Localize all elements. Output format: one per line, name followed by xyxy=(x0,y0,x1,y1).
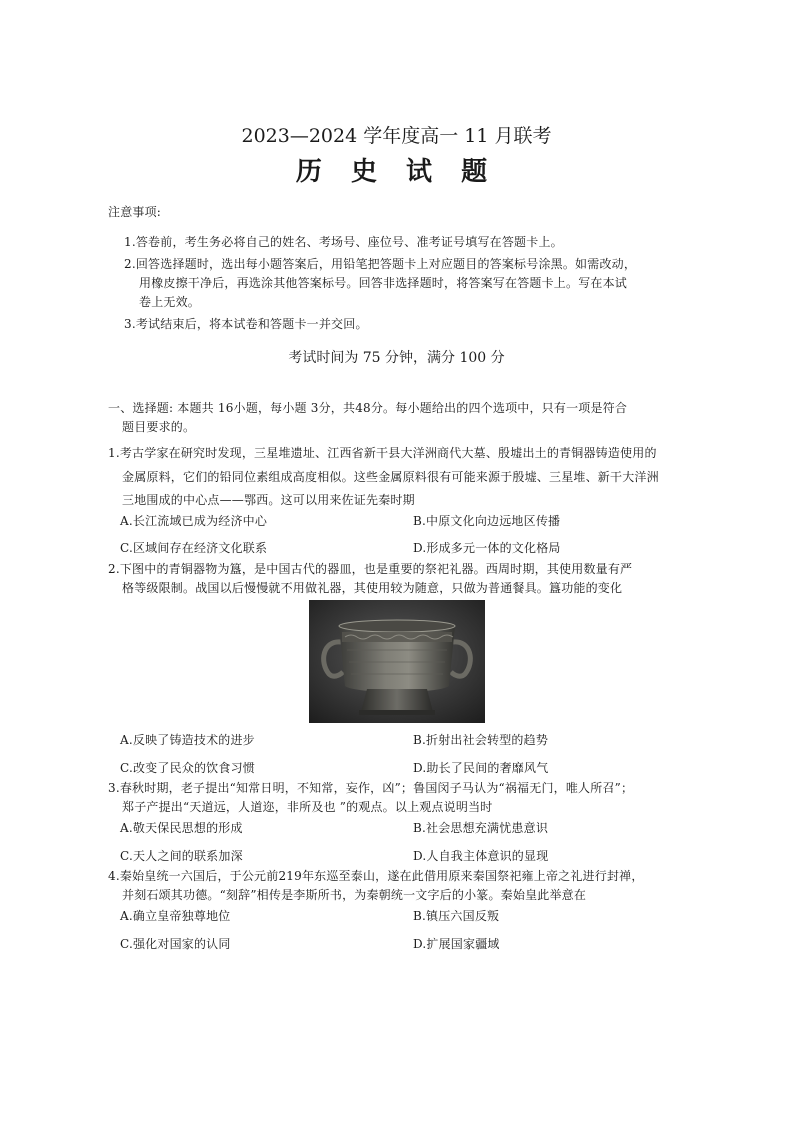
question-3-option-b: B.社会思想充满忧患意识 xyxy=(413,821,549,835)
question-3-option-c: C.天人之间的联系加深 xyxy=(120,849,243,863)
bronze-gui-vessel-image xyxy=(309,600,485,723)
question-1-stem: 1.考古学家在研究时发现，三星堆遗址、江西省新干县大洋洲商代大墓、殷墟出土的青铜器铸造使用的 xyxy=(108,446,657,460)
question-1-option-c: C.区域间存在经济文化联系 xyxy=(120,541,268,555)
question-1-option-d: D.形成多元一体的文化格局 xyxy=(413,541,561,555)
question-2-option-c: C.改变了民众的饮食习惯 xyxy=(120,761,255,775)
question-3-stem: 郑子产提出“天道远，人道迩，非所及也 ”的观点。以上观点说明当时 xyxy=(122,800,493,814)
question-1-option-a: A.长江流域已成为经济中心 xyxy=(120,514,268,528)
question-2-stem: 格等级限制。战国以后慢慢就不用做礼器，其使用较为随意，只做为普通餐具。簋功能的变化 xyxy=(122,581,623,595)
notice-line: 用橡皮擦干净后，再选涂其他答案标号。回答非选择题时，将答案写在答题卡上。写在本试 xyxy=(139,276,628,290)
section-heading-cont: 题目要求的。 xyxy=(122,420,196,434)
question-4-stem: 并刻石颂其功德。“刻辞”相传是李斯所书，为秦朝统一文字后的小篆。秦始皇此举意在 xyxy=(122,888,587,902)
question-3-option-d: D.人自我主体意识的显现 xyxy=(413,849,549,863)
exam-time: 考试时间为 75 分钟，满分 100 分 xyxy=(288,350,505,366)
notice-heading: 注意事项: xyxy=(108,205,162,219)
question-1-stem: 三地围成的中心点——鄂西。这可以用来佐证先秦时期 xyxy=(122,493,415,507)
section-heading: 一、选择题: 本题共 16小题，每小题 3分，共48分。每小题给出的四个选项中，只有一项是符合 xyxy=(108,401,628,415)
question-4-option-b: B.镇压六国反叛 xyxy=(413,909,500,923)
question-4-option-d: D.扩展国家疆域 xyxy=(413,937,500,951)
question-4-stem: 4.秦始皇统一六国后，于公元前219年东巡至泰山，遂在此借用原来秦国祭祀雍上帝之礼进行封禅， xyxy=(108,869,644,883)
question-4-option-c: C.强化对国家的认同 xyxy=(120,937,231,951)
subject-title: 历 史 试 题 xyxy=(295,157,498,187)
notice-line: 卷上无效。 xyxy=(139,295,201,309)
notice-line: 1.答卷前，考生务必将自己的姓名、考场号、座位号、准考证号填写在答题卡上。 xyxy=(124,235,563,249)
question-2-option-d: D.助长了民间的奢靡风气 xyxy=(413,761,549,775)
question-2-option-a: A.反映了铸造技术的进步 xyxy=(120,733,255,747)
notice-line: 2.回答选择题时，选出每小题答案后，用铅笔把答题卡上对应题目的答案标号涂黑。如需改动， xyxy=(124,257,637,271)
question-3-option-a: A.敬天保民思想的形成 xyxy=(120,821,243,835)
exam-title: 2023—2024 学年度高一 11 月联考 xyxy=(241,125,552,147)
question-3-stem: 3.春秋时期，老子提出“知常日明，不知常，妄作，凶”；鲁国闵子马认为“祸福无门，唯人所召”； xyxy=(108,781,634,795)
question-4-option-a: A.确立皇帝独尊地位 xyxy=(120,909,231,923)
question-2-option-b: B.折射出社会转型的趋势 xyxy=(413,733,549,747)
question-1-option-b: B.中原文化向边远地区传播 xyxy=(413,514,561,528)
question-2-stem: 2.下图中的青铜器物为簋，是中国古代的器皿，也是重要的祭祀礼器。西周时期，其使用数量有严 xyxy=(108,562,633,576)
notice-line: 3.考试结束后，将本试卷和答题卡一并交回。 xyxy=(124,317,368,331)
question-1-stem: 金属原料，它们的铅同位素组成高度相似。这些金属原料很有可能来源于殷墟、三星堆、新干大洋洲 xyxy=(122,470,659,484)
